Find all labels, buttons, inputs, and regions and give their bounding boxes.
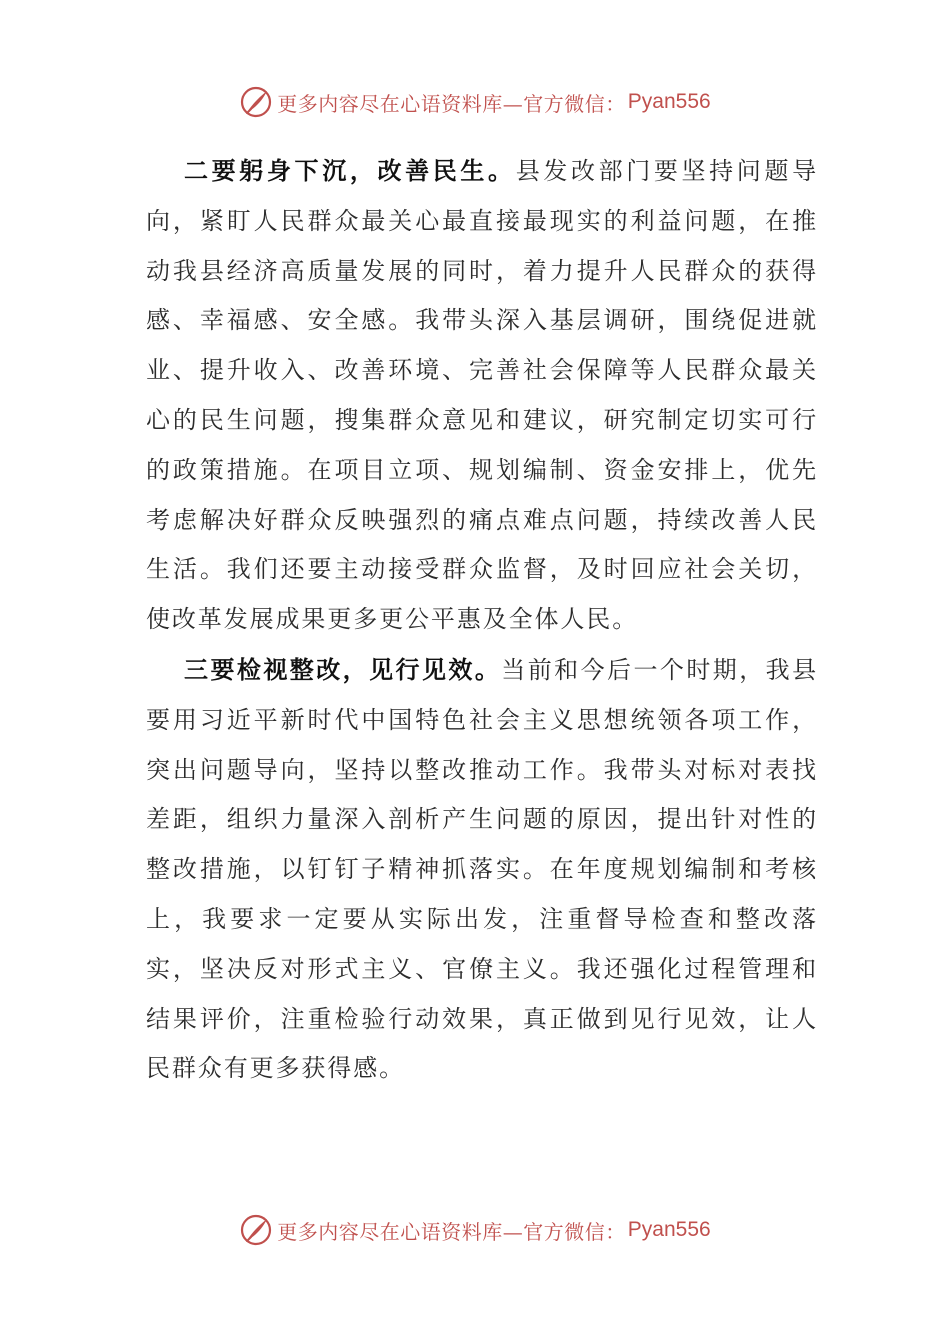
footer-banner-text: 更多内容尽在心语资料库—官方微信：	[277, 1219, 626, 1244]
paragraph-3	[146, 645, 818, 1094]
header-banner-text: 更多内容尽在心语资料库—官方微信：	[277, 91, 626, 116]
paragraph-2	[146, 146, 818, 645]
header-banner-wechat-id: Pyan556	[627, 90, 711, 113]
paragraph-3-text: 当前和今后一个时期，我县要用习近平新时代中国特色社会主义思想统领各项工作，突出问题导向，坚持以整改推动工作。我带头对标对表找差距，组织力量深入剖析产生问题的原因，提出针对性的整改措施，以钉钉子精神抓落实。在年度规划编制和考核上，我要求一定要从实际出发，注重督导检查和整改落实，坚决反对形式主义、官僚主义。我还强化过程管理和结果评价，注重检验行动效果，真正做到见行见效，让人民群众有更多获得感。	[146, 655, 818, 1083]
document-body	[146, 146, 818, 1094]
quill-pen-logo-icon	[239, 1213, 273, 1247]
paragraph-2-text: 县发改部门要坚持问题导向，紧盯人民群众最关心最直接最现实的利益问题，在推动我县经济高质量发展的同时，着力提升人民群众的获得感、幸福感、安全感。我带头深入基层调研，围绕促进就业、提升收入、改善环境、完善社会保障等人民群众最关心的民生问题，搜集群众意见和建议，研究制定切实可行的政策措施。在项目立项、规划编制、资金安排上，优先考虑解决好群众反映强烈的痛点难点问题，持续改善人民生活。我们还要主动接受群众监督，及时回应社会关切，使改革发展成果更多更公平惠及全体人民。	[146, 157, 818, 634]
header-banner	[0, 82, 950, 122]
footer-banner-wechat-id: Pyan556	[627, 1218, 711, 1241]
footer-banner	[0, 1210, 950, 1250]
paragraph-3-heading: 三要检视整改，见行见效。	[184, 654, 502, 684]
quill-pen-logo-icon	[239, 85, 273, 119]
paragraph-2-heading: 二要躬身下沉，改善民生。	[184, 156, 516, 185]
